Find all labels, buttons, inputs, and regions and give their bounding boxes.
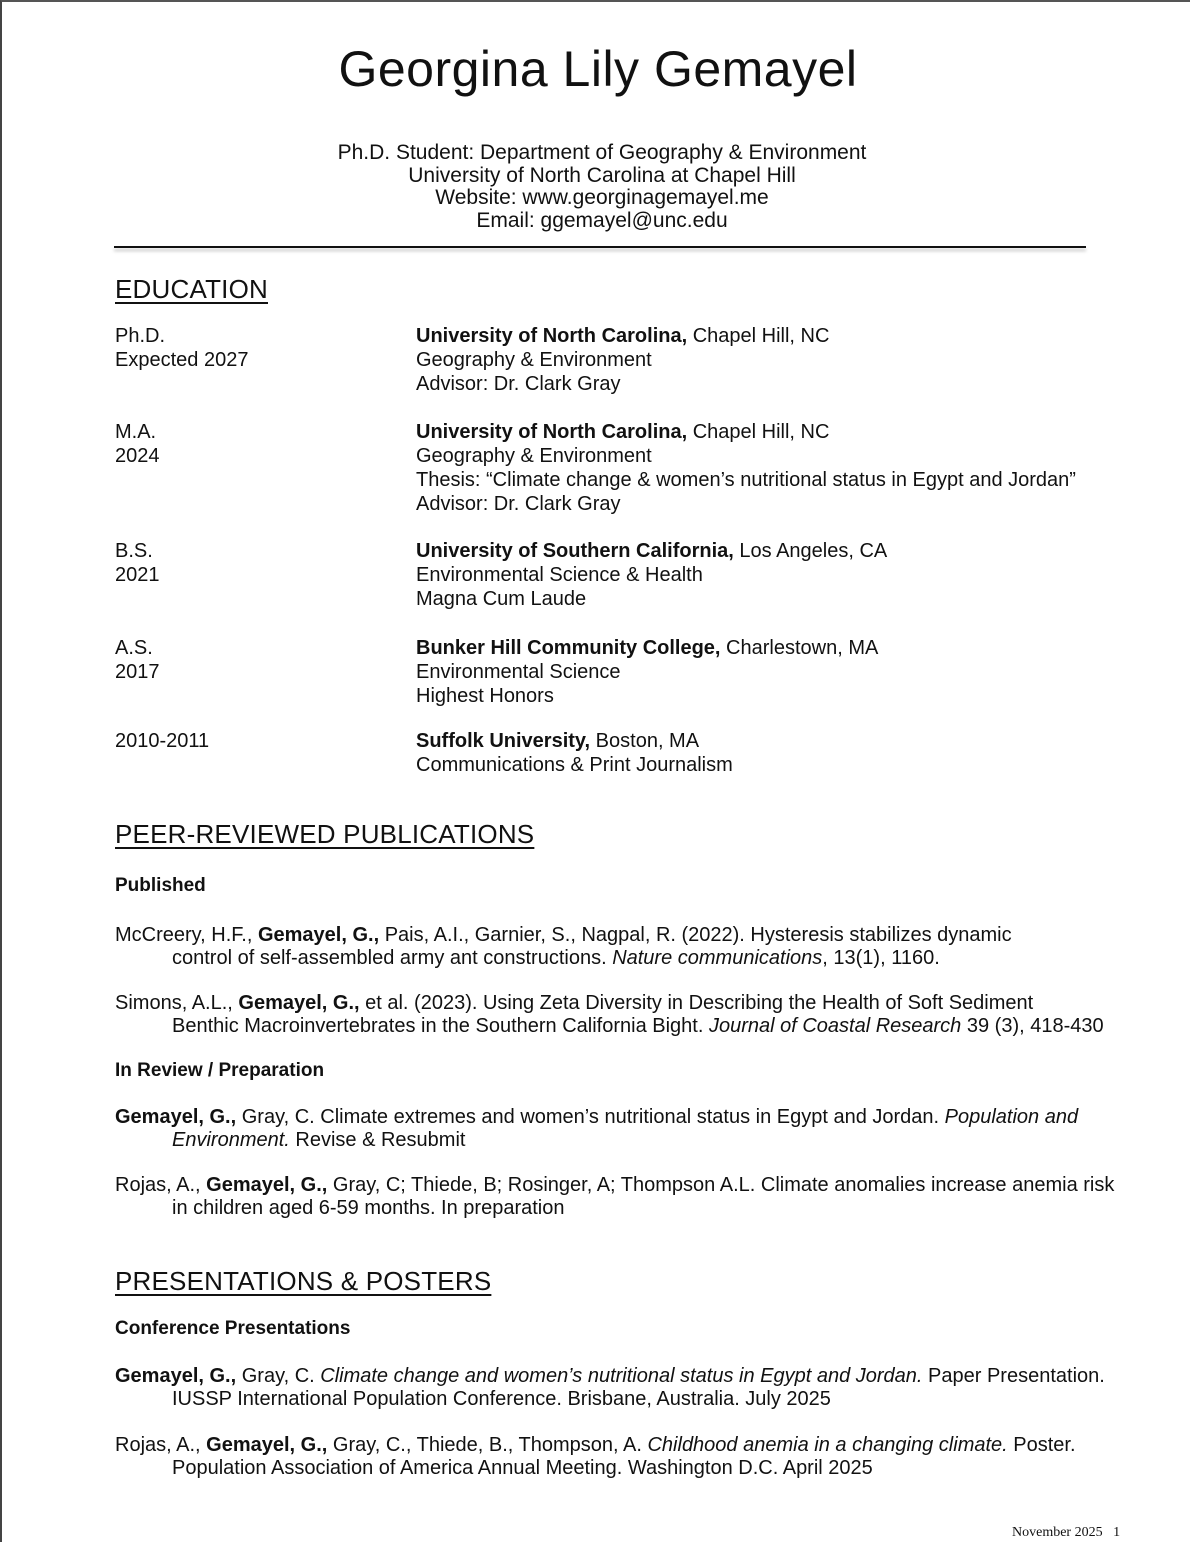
pub-authors: Simons, A.L., [115, 992, 239, 1014]
edu-detail: Advisor: Dr. Clark Gray [416, 373, 621, 395]
pub-journal: Environment. [172, 1129, 290, 1151]
contact-email: Email: ggemayel@unc.edu [476, 208, 728, 232]
publication-entry [115, 924, 1145, 970]
contact-position: Ph.D. Student: Department of Geography & Environment [337, 141, 867, 164]
page-footer [1012, 1525, 1120, 1541]
page-number: 1 [1113, 1525, 1121, 1540]
pub-author-self: Gemayel, G., [238, 992, 360, 1014]
conference-subheading: Conference Presentations [115, 1318, 351, 1339]
presentation-entry [115, 1365, 1145, 1411]
edu-date: Expected 2027 [115, 349, 249, 371]
edu-location: Chapel Hill, NC [687, 325, 830, 347]
pub-text: Gray, C. Climate extremes and women’s nutritional status in Egypt and Jordan. [236, 1106, 945, 1128]
edu-degree: M.A. [115, 421, 157, 443]
edu-detail: Geography & Environment [416, 445, 652, 467]
edu-date: 2017 [115, 661, 160, 683]
pub-text: control of self-assembled army ant constructions. [172, 947, 613, 969]
pub-text: Pais, A.I., Garnier, S., Nagpal, R. (2022). Hysteresis stabilizes dynamic [379, 924, 1012, 946]
pres-venue: Population Association of America Annual Meeting. Washington D.C. April 2025 [172, 1457, 873, 1479]
pub-text: Benthic Macroinvertebrates in the Southern California Bight. [172, 1015, 709, 1037]
edu-date: 2021 [115, 564, 160, 586]
pub-volume: , 13(1), 1160. [822, 947, 940, 969]
pub-journal: Journal of Coastal Research [708, 1015, 962, 1037]
publication-entry [115, 1174, 1145, 1220]
pub-journal: Nature communications [612, 947, 823, 969]
pub-authors: Rojas, A., [115, 1174, 207, 1196]
pub-author-self: Gemayel, G., [257, 924, 380, 946]
published-subheading: Published [115, 875, 206, 896]
contact-block [2, 142, 1192, 232]
edu-school: Suffolk University, [416, 730, 591, 752]
edu-thesis: Thesis: “Climate change & women’s nutritional status in Egypt and Jordan” [416, 469, 1076, 491]
pres-authors: Rojas, A., [115, 1434, 207, 1456]
pres-type: Paper Presentation. [922, 1365, 1105, 1387]
pres-title: Climate change and women’s nutritional status in Egypt and Jordan. [320, 1365, 923, 1387]
pub-journal: Population and [944, 1106, 1079, 1128]
publication-entry [115, 1106, 1145, 1152]
edu-location: Los Angeles, CA [733, 540, 888, 562]
edu-detail: Geography & Environment [416, 349, 652, 371]
contact-website: Website: www.georginagemayel.me [435, 186, 769, 209]
pub-authors: McCreery, H.F., [115, 924, 258, 946]
edu-degree: B.S. [115, 540, 153, 562]
edu-detail: Advisor: Dr. Clark Gray [416, 493, 621, 515]
presentation-entry [115, 1434, 1145, 1480]
pub-author-self: Gemayel, G., [115, 1106, 237, 1128]
pub-volume: 39 (3), 418-430 [961, 1015, 1104, 1037]
edu-date: 2024 [115, 445, 160, 467]
edu-school: University of Southern California, [416, 540, 734, 562]
presentations-heading: PRESENTATIONS & POSTERS [115, 1266, 492, 1296]
cv-name: Georgina Lily Gemayel [338, 41, 858, 97]
pub-text: in children aged 6-59 months. In preparation [172, 1197, 565, 1219]
edu-school: University of North Carolina, [416, 421, 688, 443]
edu-detail: Environmental Science & Health [416, 564, 703, 586]
edu-degree: A.S. [115, 637, 153, 659]
pres-authors: Gray, C. [236, 1365, 321, 1387]
edu-location: Boston, MA [590, 730, 700, 752]
pres-author-self: Gemayel, G., [206, 1434, 328, 1456]
pres-author-self: Gemayel, G., [115, 1365, 237, 1387]
pres-authors: Gray, C., Thiede, B., Thompson, A. [327, 1434, 648, 1456]
pub-author-self: Gemayel, G., [206, 1174, 328, 1196]
pub-text: Gray, C; Thiede, B; Rosinger, A; Thompson A.L. Climate anomalies increase anemia risk [327, 1174, 1115, 1196]
pub-text: et al. (2023). Using Zeta Diversity in Describing the Health of Soft Sediment [359, 992, 1034, 1014]
pres-type: Poster. [1007, 1434, 1076, 1456]
education-heading: EDUCATION [115, 274, 268, 304]
edu-degree: Ph.D. [115, 325, 166, 347]
pub-status: Revise & Resubmit [289, 1129, 466, 1151]
edu-location: Chapel Hill, NC [687, 421, 830, 443]
edu-detail: Highest Honors [416, 685, 554, 707]
review-subheading: In Review / Preparation [115, 1060, 325, 1081]
pres-title: Childhood anemia in a changing climate. [647, 1434, 1008, 1456]
header-divider [114, 246, 1086, 248]
edu-detail: Magna Cum Laude [416, 588, 587, 610]
footer-date: November 2025 [1012, 1525, 1103, 1540]
edu-detail: Environmental Science [416, 661, 621, 683]
edu-location: Charlestown, MA [720, 637, 879, 659]
edu-school: Bunker Hill Community College, [416, 637, 721, 659]
edu-dates: 2010-2011 [115, 730, 210, 752]
contact-university: University of North Carolina at Chapel Hill [408, 163, 796, 187]
publication-entry [115, 992, 1145, 1038]
edu-detail: Communications & Print Journalism [416, 754, 733, 776]
publications-heading: PEER-REVIEWED PUBLICATIONS [115, 819, 535, 849]
edu-school: University of North Carolina, [416, 325, 688, 347]
pres-venue: IUSSP International Population Conference. Brisbane, Australia. July 2025 [172, 1388, 831, 1410]
